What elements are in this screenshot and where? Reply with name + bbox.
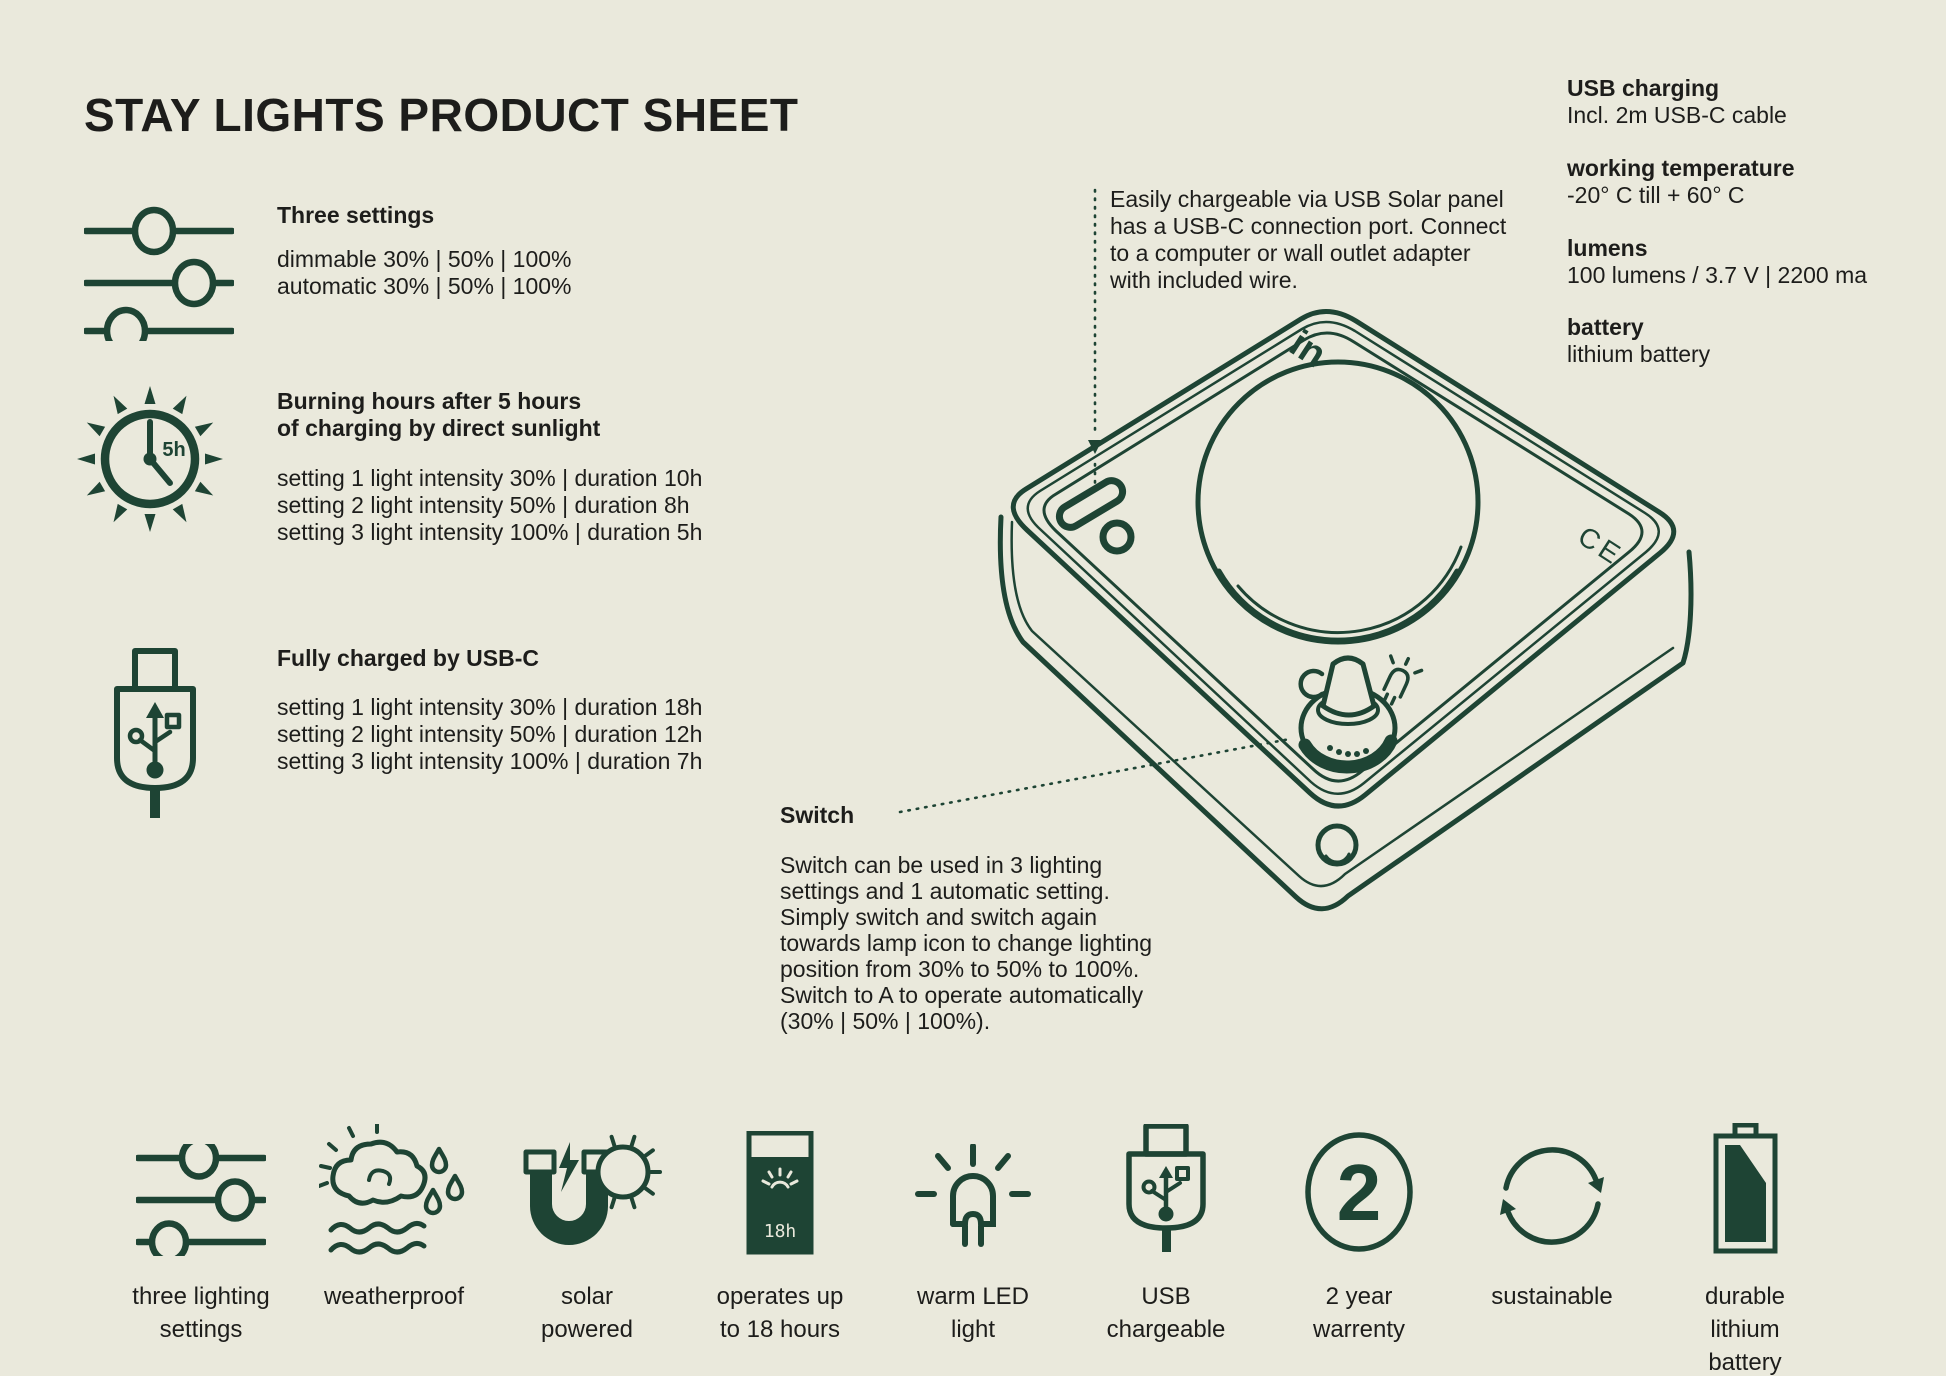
badge-2-year-warranty: 2 2 year warrenty	[1259, 1118, 1459, 1346]
badge-usb-chargeable: USB chargeable	[1066, 1118, 1266, 1346]
ce-mark: CE	[1572, 520, 1629, 572]
switch-pointer-dotted-line	[900, 739, 1290, 812]
sun-clock-icon	[75, 384, 225, 534]
weatherproof-icon	[319, 1124, 469, 1256]
sliders-icon	[136, 1144, 266, 1256]
lamp-illustration	[850, 150, 1750, 980]
brand-mark: in	[1282, 322, 1334, 377]
spec-value-lumens: 100 lumens / 3.7 V | 2200 ma	[1567, 262, 1868, 288]
spec-label-lumens: lumens	[1567, 235, 1648, 261]
clock-label: 5h	[162, 439, 186, 461]
feature-line: setting 1 light intensity 30% | duration 18h	[277, 694, 703, 720]
usb-charge-heading: Fully charged by USB-C	[277, 645, 539, 671]
feature-line: dimmable 30% | 50% | 100%	[277, 246, 572, 272]
warranty-number: 2	[1336, 1148, 1382, 1237]
badge-operates-18-hours: 18h operates up to 18 hours	[680, 1118, 880, 1346]
warm-led-icon	[908, 1144, 1038, 1256]
badge-solar-powered: solar powered	[487, 1118, 687, 1346]
page-title: STAY LIGHTS PRODUCT SHEET	[84, 89, 799, 141]
feature-line: setting 2 light intensity 50% | duration 8h	[277, 492, 690, 518]
usb-plug-icon	[110, 648, 200, 828]
burning-hours-body	[277, 465, 702, 546]
switch-body: Switch can be used in 3 lighting settings and 1 automatic setting. Simply switch and switch again towards lamp icon to change lighting position from 30% to 50% to 100%. Switch to A to operate automatically (30% | 50% | 100%).	[780, 852, 1153, 1034]
spec-value-working-temperature: -20° C till + 60° C	[1567, 182, 1745, 208]
solar-note: Easily chargeable via USB Solar panel has a USB-C connection port. Connect to a computer or wall outlet adapter with included wire.	[1110, 186, 1507, 293]
sliders-icon	[84, 206, 234, 341]
spec-label-usb-charging: USB charging	[1567, 75, 1720, 101]
badge-sustainable: sustainable	[1452, 1118, 1652, 1313]
spec-value-battery: lithium battery	[1567, 341, 1711, 367]
feature-line: setting 3 light intensity 100% | duration 5h	[277, 519, 703, 545]
switch-dots	[1327, 745, 1369, 757]
runtime-18h-icon	[745, 1131, 815, 1256]
spec-value-usb-charging: Incl. 2m USB-C cable	[1567, 102, 1787, 128]
device-indicator-dot	[1103, 523, 1131, 551]
feature-line: automatic 30% | 50% | 100%	[277, 273, 572, 299]
usb-plug-icon	[1121, 1124, 1211, 1256]
badge-weatherproof: weatherproof	[294, 1118, 494, 1313]
badge-durable-lithium-battery: durable lithium battery	[1645, 1118, 1845, 1376]
lithium-battery-icon	[1708, 1123, 1783, 1256]
device-top-face	[1013, 311, 1674, 806]
badge-three-lighting-settings: three lighting settings	[101, 1118, 301, 1346]
feature-line: setting 1 light intensity 30% | duration 10h	[277, 465, 703, 491]
solar-pointer-dotted-line	[1088, 190, 1102, 484]
solar-powered-icon	[510, 1128, 665, 1256]
device-hook-eyelet	[1318, 826, 1356, 864]
spec-label-battery: battery	[1567, 314, 1644, 340]
three-settings-body	[277, 246, 572, 300]
burning-hours-heading: Burning hours after 5 hours of charging by direct sunlight	[277, 388, 601, 441]
three-settings-heading: Three settings	[277, 202, 435, 228]
device-dome-lens	[1198, 362, 1478, 642]
usb-charge-body	[277, 694, 702, 775]
runtime-label: 18h	[763, 1221, 797, 1242]
warranty-2-icon	[1299, 1130, 1419, 1256]
feature-line: setting 2 light intensity 50% | duration 12h	[277, 721, 703, 747]
switch-heading: Switch	[780, 802, 855, 828]
sustainable-icon	[1487, 1136, 1617, 1256]
feature-line: setting 3 light intensity 100% | duration 7h	[277, 748, 703, 774]
badge-warm-led-light: warm LED light	[873, 1118, 1073, 1346]
spec-label-working-temperature: working temperature	[1567, 155, 1795, 181]
